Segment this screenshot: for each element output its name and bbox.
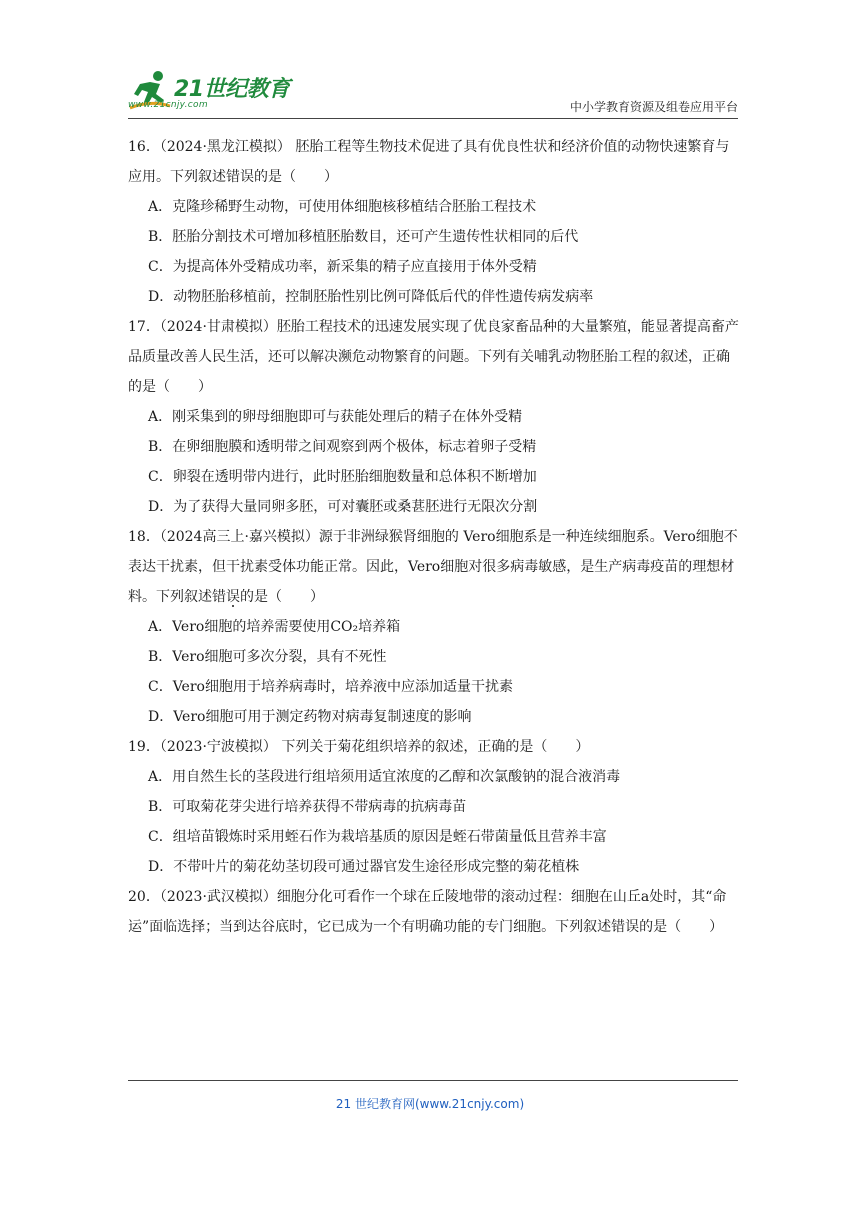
header-divider — [128, 118, 738, 119]
option-c: C．卵裂在透明带内进行，此时胚胎细胞数量和总体积不断增加 — [148, 469, 537, 485]
option-b: B．胚胎分割技术可增加移植胚胎数目，还可产生遗传性状相同的后代 — [148, 229, 579, 245]
question-stem: 20．（2023·武汉模拟）细胞分化可看作一个球在丘陵地带的滚动过程：细胞在山丘a处时，其“命运”面临选择；当到达谷底时，它已成为一个有明确功能的专门细胞。下列叙述错误的是（ ） — [128, 889, 727, 935]
option-a: A．克隆珍稀野生动物，可使用体细胞核移植结合胚胎工程技术 — [148, 199, 537, 215]
question-17 — [128, 312, 740, 522]
footer-divider — [128, 1080, 738, 1081]
option-b: B．可取菊花芽尖进行培养获得不带病毒的抗病毒苗 — [148, 799, 467, 815]
question-19 — [128, 732, 740, 882]
question-stem — [128, 522, 740, 612]
logo-url: www.21cnjy.com — [128, 100, 208, 110]
option-b: B．在卵细胞膜和透明带之间观察到两个极体，标志着卵子受精 — [148, 439, 537, 455]
logo-text: 21世纪教育 — [174, 77, 290, 102]
option-a: A．用自然生长的茎段进行组培须用适宜浓度的乙醇和次氯酸钠的混合液消毒 — [148, 769, 621, 785]
option-c: C．Vero细胞用于培养病毒时，培养液中应添加适量干扰素 — [148, 679, 513, 695]
option-a: A．Vero细胞的培养需要使用CO₂培养箱 — [148, 619, 401, 635]
question-stem: 16．（2024·黑龙江模拟） 胚胎工程等生物技术促进了具有优良性状和经济价值的动物快速繁育与应用。下列叙述错误的是（ ） — [128, 139, 730, 185]
question-stem: 19．（2023·宁波模拟） 下列关于菊花组织培养的叙述，正确的是（ ） — [128, 739, 590, 755]
option-c: C．组培苗锻炼时采用蛭石作为栽培基质的原因是蛭石带菌量低且营养丰富 — [148, 829, 607, 845]
question-20 — [128, 882, 740, 942]
option-c: C．为提高体外受精成功率，新采集的精子应直接用于体外受精 — [148, 259, 537, 275]
question-18 — [128, 522, 740, 732]
page-header — [128, 66, 738, 118]
emphasis-char: 误 — [226, 589, 240, 605]
site-logo[interactable] — [128, 66, 298, 114]
question-list — [128, 132, 740, 942]
footer-link[interactable]: 21 世纪教育网(www.21cnjy.com) — [335, 1097, 525, 1111]
platform-name: 中小学教育资源及组卷应用平台 — [569, 100, 738, 114]
question-stem: 17．（2024·甘肃模拟）胚胎工程技术的迅速发展实现了优良家畜品种的大量繁殖，能显著提高畜产品质量改善人民生活，还可以解决濒危动物繁育的问题。下列有关哺乳动物胚胎工程的叙述，正确的是（ ） — [128, 319, 739, 395]
option-d: D．不带叶片的菊花幼茎切段可通过器官发生途径形成完整的菊花植株 — [148, 859, 580, 875]
stem-part-b: 的是（ ） — [240, 589, 324, 605]
option-d: D．为了获得大量同卵多胚，可对囊胚或桑葚胚进行无限次分割 — [148, 499, 538, 515]
stem-part-a: 18．（2024高三上·嘉兴模拟）源于非洲绿猴肾细胞的 Vero细胞系是一种连续细胞系。Vero细胞不表达干扰素，但干扰素受体功能正常。因此，Vero细胞对很多病毒敏感，是生产病毒疫苗的理想材料。下列叙述错 — [128, 529, 738, 605]
option-b: B．Vero细胞可多次分裂，具有不死性 — [148, 649, 387, 665]
option-d: D．Vero细胞可用于测定药物对病毒复制速度的影响 — [148, 709, 472, 725]
option-d: D．动物胚胎移植前，控制胚胎性别比例可降低后代的伴性遗传病发病率 — [148, 289, 594, 305]
option-a: A．刚采集到的卵母细胞即可与获能处理后的精子在体外受精 — [148, 409, 523, 425]
question-16 — [128, 132, 740, 312]
